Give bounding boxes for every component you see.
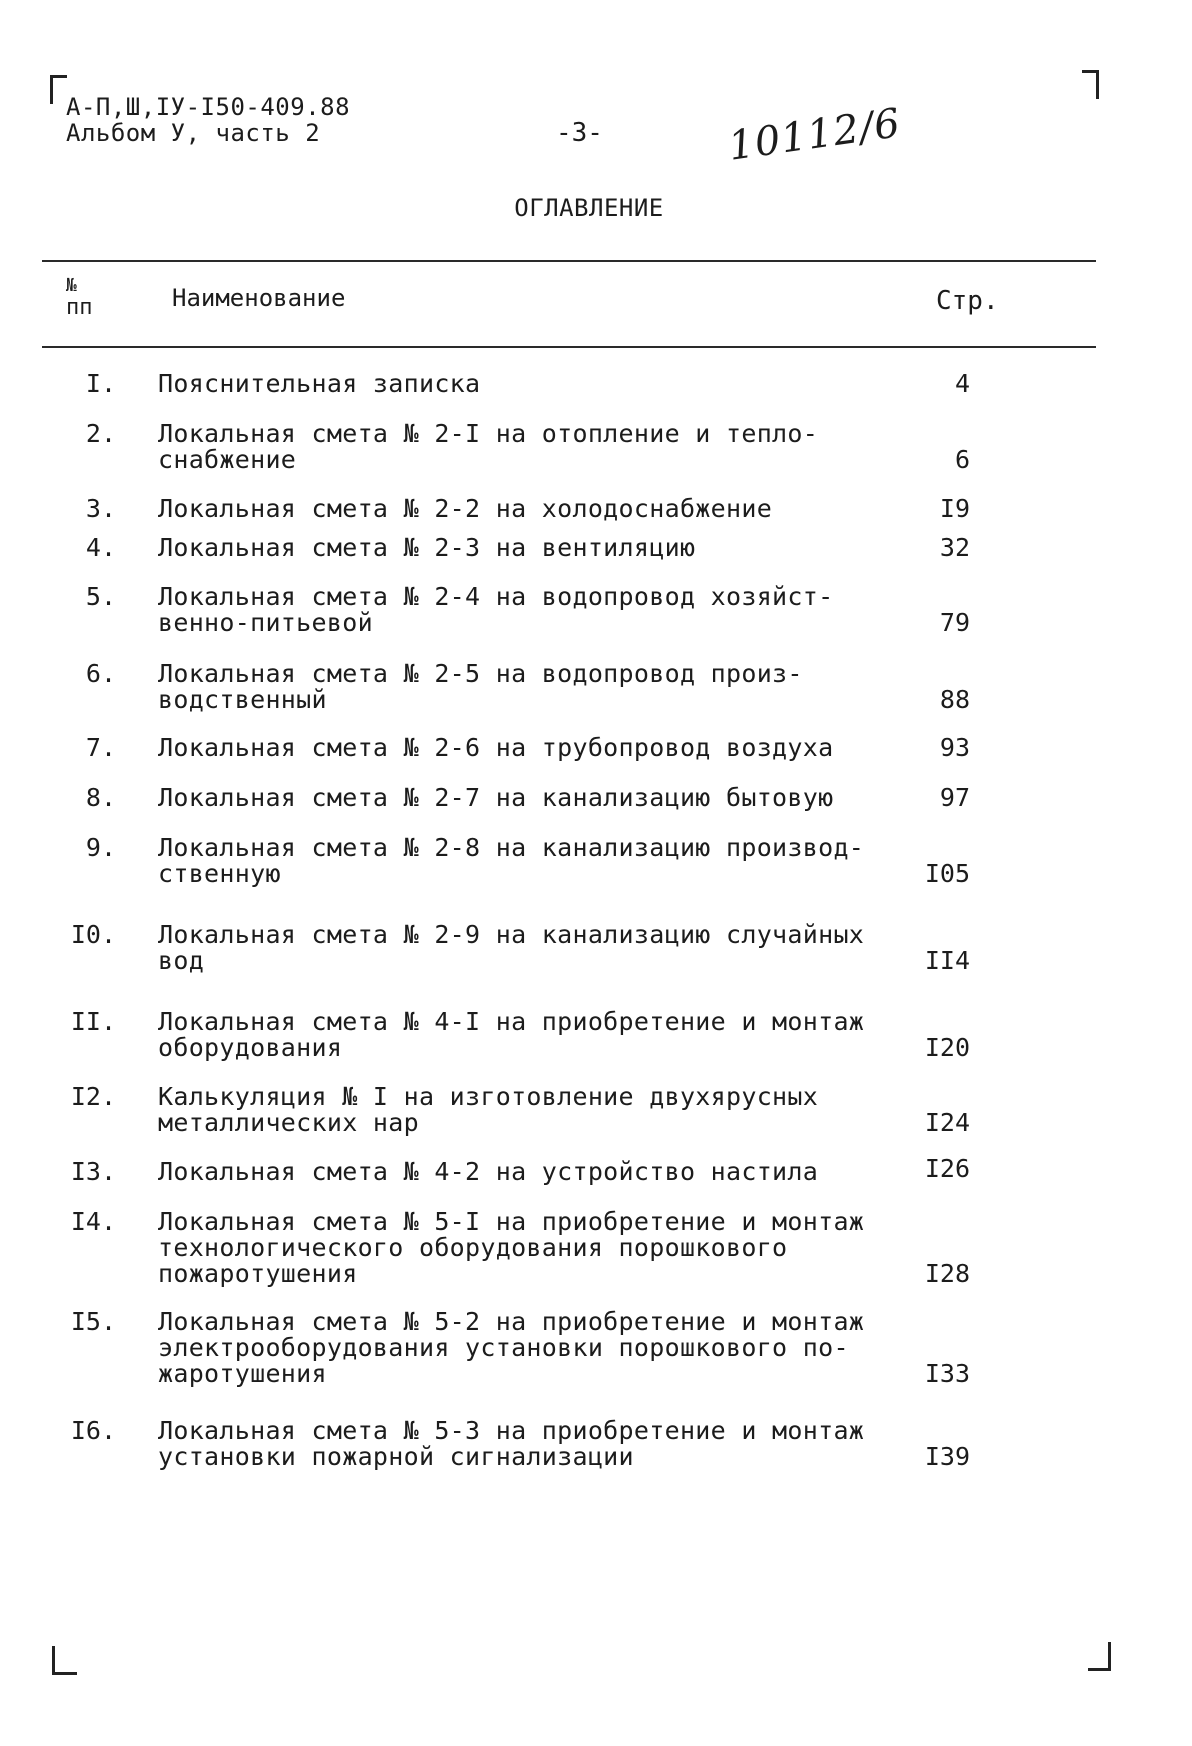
toc-row-number: 9.: [85, 833, 116, 862]
toc-row-page: 32: [939, 533, 970, 562]
toc-row-number: 2.: [85, 419, 116, 448]
corner-mark-top-left: [50, 75, 67, 104]
toc-row-title: Локальная смета № 5-2 на приобретение и монтаж электрооборудования установки порошкового по- жаротушения: [158, 1307, 865, 1388]
toc-row-number: I0.: [70, 920, 116, 949]
corner-mark-bottom-right: [1088, 1642, 1111, 1671]
toc-row-title: Пояснительная записка: [158, 369, 481, 398]
toc-row-title: Локальная смета № 2-3 на вентиляцию: [158, 533, 696, 562]
toc-row-number: I4.: [70, 1207, 116, 1236]
toc-row-title: Калькуляция № I на изготовление двухярусных металлических нар: [158, 1082, 819, 1137]
toc-row-title: Локальная смета № 2-4 на водопровод хозяйст- венно-питьевой: [158, 582, 834, 637]
toc-row-number: I3.: [70, 1157, 116, 1186]
toc-title: ОГЛАВЛЕНИЕ: [514, 194, 664, 222]
column-header-name: Наименование: [172, 284, 346, 312]
toc-row-page: II4: [924, 946, 970, 975]
toc-row-title: Локальная смета № 2-9 на канализацию случайных вод: [158, 920, 865, 975]
toc-row-page: 93: [939, 733, 970, 762]
toc-row-title: Локальная смета № 5-I на приобретение и монтаж технологического оборудования порошкового пожаротушения: [158, 1207, 865, 1288]
toc-row-page: I9: [939, 494, 970, 523]
header-bottom-rule: [42, 346, 1096, 348]
column-header-pp: пп: [66, 295, 93, 320]
column-header-number-sign: №: [66, 275, 77, 296]
toc-row-page: 88: [939, 685, 970, 714]
toc-row-number: 4.: [85, 533, 116, 562]
toc-row-number: 8.: [85, 783, 116, 812]
toc-row-number: 7.: [85, 733, 116, 762]
toc-row-title: Локальная смета № 2-5 на водопровод произ- водственный: [158, 659, 803, 714]
toc-row-page: 97: [939, 783, 970, 812]
toc-row-title: Локальная смета № 4-I на приобретение и монтаж оборудования: [158, 1007, 865, 1062]
toc-row-number: I5.: [70, 1307, 116, 1336]
toc-row-number: II.: [70, 1007, 116, 1036]
toc-row-number: I6.: [70, 1416, 116, 1445]
corner-mark-top-right: [1082, 70, 1099, 99]
toc-row-number: I.: [85, 369, 116, 398]
handwritten-number: 10112/6: [725, 100, 904, 170]
toc-row-number: 5.: [85, 582, 116, 611]
toc-row-number: 3.: [85, 494, 116, 523]
toc-row-page: I28: [924, 1259, 970, 1288]
corner-mark-bottom-left: [52, 1646, 77, 1675]
toc-row-page: I05: [924, 859, 970, 888]
toc-row-title: Локальная смета № 2-2 на холодоснабжение: [158, 494, 773, 523]
toc-row-page: 79: [939, 608, 970, 637]
page-number: -3-: [556, 118, 603, 148]
toc-row-page: I33: [924, 1359, 970, 1388]
toc-row-number: I2.: [70, 1082, 116, 1111]
toc-row-title: Локальная смета № 4-2 на устройство настила: [158, 1157, 819, 1186]
toc-row-number: 6.: [85, 659, 116, 688]
toc-row-page: I26: [924, 1154, 970, 1183]
toc-row-page: I24: [924, 1108, 970, 1137]
document-code: А-П,Ш,IУ-I50-409.88: [66, 93, 351, 121]
toc-row-title: Локальная смета № 2-6 на трубопровод воздуха: [158, 733, 834, 762]
album-part: Альбом У, часть 2: [66, 119, 321, 147]
toc-row-title: Локальная смета № 5-3 на приобретение и монтаж установки пожарной сигнализации: [158, 1416, 865, 1471]
toc-row-page: 6: [954, 445, 970, 474]
toc-row-page: I39: [924, 1442, 970, 1471]
toc-row-page: 4: [954, 369, 970, 398]
header-top-rule: [42, 260, 1096, 262]
column-header-number: [66, 276, 93, 318]
toc-row-title: Локальная смета № 2-8 на канализацию производ- ственную: [158, 833, 865, 888]
column-header-page: Стр.: [936, 286, 999, 316]
toc-row-page: I20: [924, 1033, 970, 1062]
toc-row-title: Локальная смета № 2-I на отопление и тепло- снабжение: [158, 419, 819, 474]
toc-row-title: Локальная смета № 2-7 на канализацию бытовую: [158, 783, 834, 812]
